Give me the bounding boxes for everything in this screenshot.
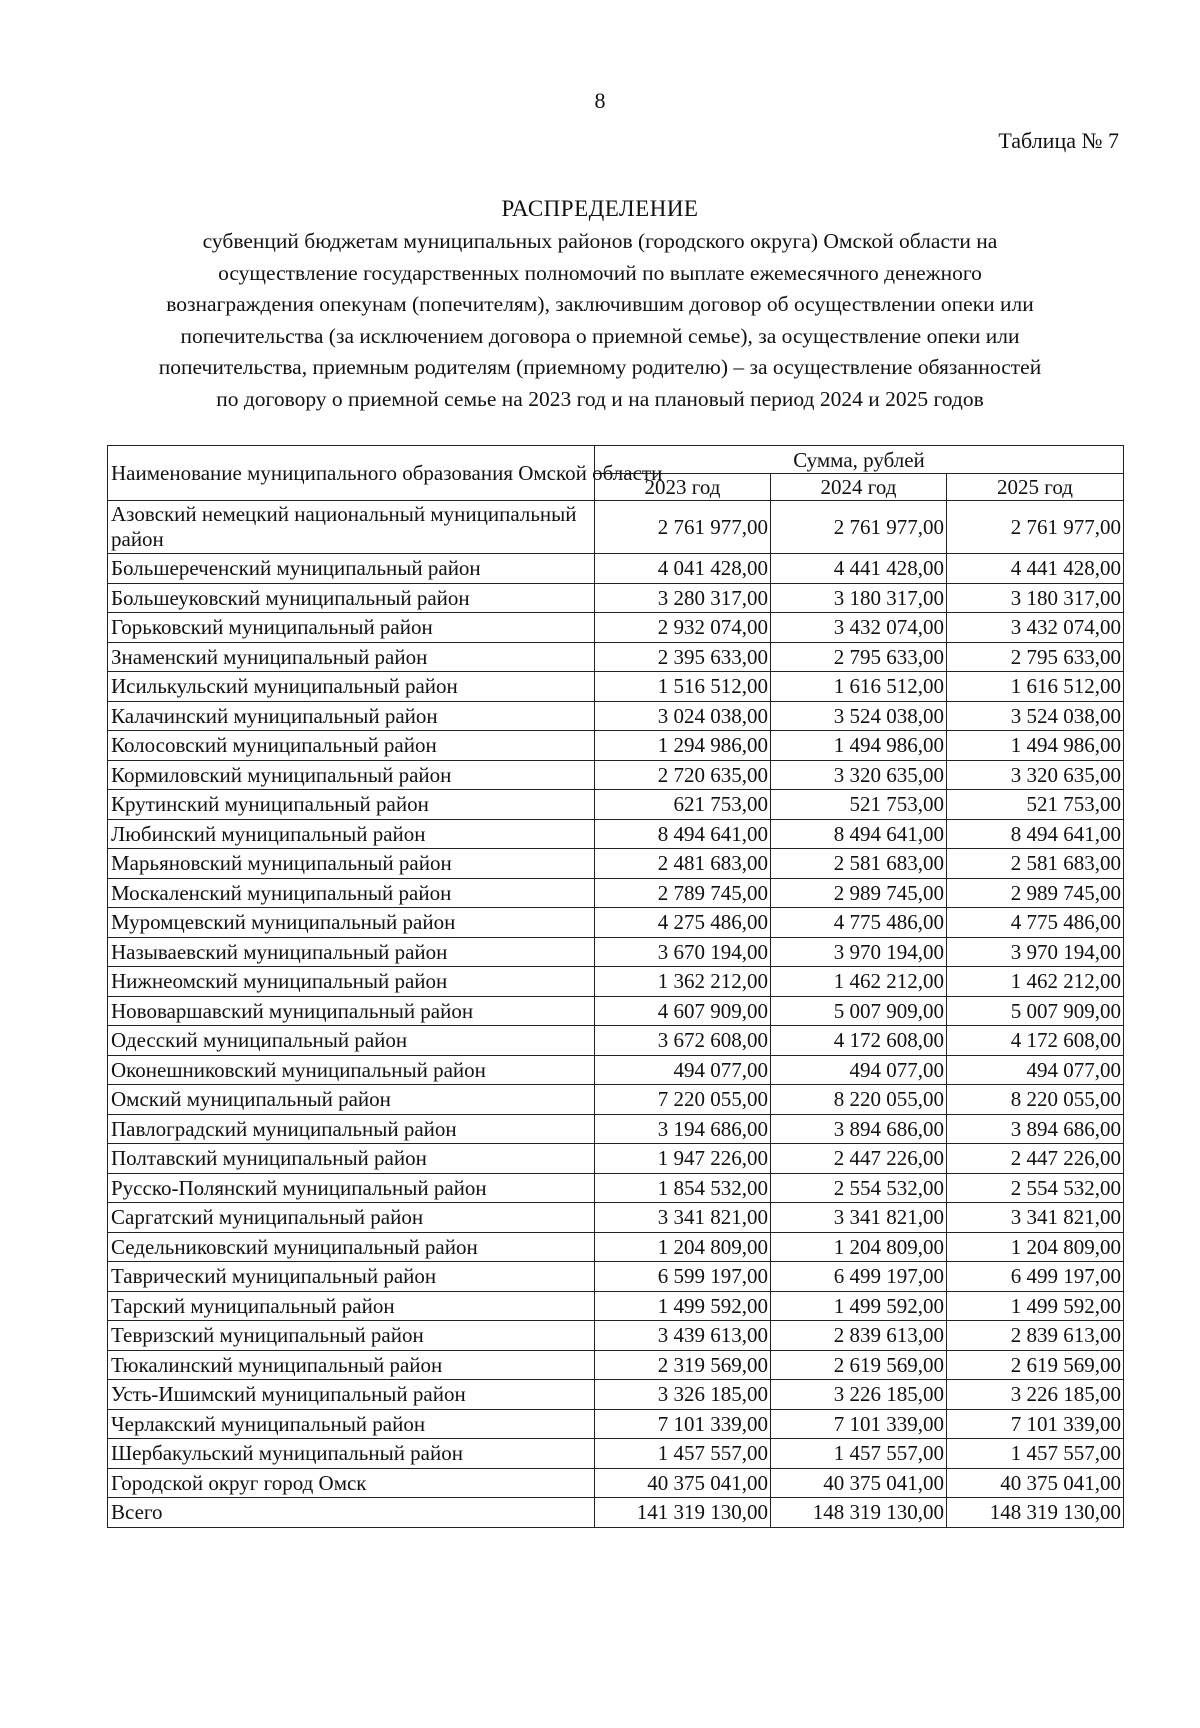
amount-2024-cell: 4 172 608,00 [771,1026,947,1056]
amount-2023-cell: 2 789 745,00 [595,878,771,908]
amount-2025-cell: 3 524 038,00 [947,701,1124,731]
table-row [108,1468,1124,1498]
amount-2025-cell: 2 619 569,00 [947,1350,1124,1380]
amount-2025-cell: 3 180 317,00 [947,583,1124,613]
municipality-name-cell: Азовский немецкий национальный муниципальный район [108,501,595,554]
document-heading: РАСПРЕДЕЛЕНИЕ [501,196,699,221]
municipality-name-cell: Таврический муниципальный район [108,1262,595,1292]
table-row [108,790,1124,820]
amount-2025-cell: 494 077,00 [947,1055,1124,1085]
table-row [108,554,1124,584]
amount-2023-cell: 3 326 185,00 [595,1380,771,1410]
amount-2024-cell: 8 494 641,00 [771,819,947,849]
municipality-name-cell: Шербакульский муниципальный район [108,1439,595,1469]
amount-2025-cell: 1 462 212,00 [947,967,1124,997]
municipality-name-cell: Тюкалинский муниципальный район [108,1350,595,1380]
amount-2025-cell: 3 970 194,00 [947,937,1124,967]
amount-2025-cell: 1 457 557,00 [947,1439,1124,1469]
amount-2025-cell: 3 341 821,00 [947,1203,1124,1233]
amount-2023-cell: 8 494 641,00 [595,819,771,849]
table-row [108,1262,1124,1292]
amount-2024-cell: 4 441 428,00 [771,554,947,584]
amount-2024-cell: 521 753,00 [771,790,947,820]
amount-2023-cell: 6 599 197,00 [595,1262,771,1292]
amount-2025-cell: 8 494 641,00 [947,819,1124,849]
amount-2023-cell: 1 854 532,00 [595,1173,771,1203]
table-row [108,760,1124,790]
amount-2023-cell: 7 101 339,00 [595,1409,771,1439]
amount-2023-cell: 1 947 226,00 [595,1144,771,1174]
table-row [108,878,1124,908]
amount-2023-cell: 3 280 317,00 [595,583,771,613]
table-row [108,731,1124,761]
municipality-name-cell: Большеуковский муниципальный район [108,583,595,613]
municipality-name-cell: Усть-Ишимский муниципальный район [108,1380,595,1410]
municipality-name-cell: Тарский муниципальный район [108,1291,595,1321]
amount-2023-cell: 1 362 212,00 [595,967,771,997]
amount-2025-cell: 5 007 909,00 [947,996,1124,1026]
municipality-name-cell: Кормиловский муниципальный район [108,760,595,790]
table-row [108,701,1124,731]
amount-2023-cell: 2 395 633,00 [595,642,771,672]
column-group-header-sum: Сумма, рублей [595,446,1124,474]
table-row [108,1203,1124,1233]
table-row [108,501,1124,554]
amount-2025-cell: 40 375 041,00 [947,1468,1124,1498]
amount-2025-cell: 1 499 592,00 [947,1291,1124,1321]
municipality-name-cell: Горьковский муниципальный район [108,613,595,643]
table-row [108,849,1124,879]
amount-2024-cell: 3 432 074,00 [771,613,947,643]
amount-2024-cell: 494 077,00 [771,1055,947,1085]
table-row [108,1409,1124,1439]
municipality-name-cell: Исилькульский муниципальный район [108,672,595,702]
amount-2023-cell: 2 481 683,00 [595,849,771,879]
amount-2023-cell: 1 516 512,00 [595,672,771,702]
amount-2023-cell: 2 761 977,00 [595,501,771,554]
amount-2024-cell: 2 554 532,00 [771,1173,947,1203]
amount-2025-cell: 2 795 633,00 [947,642,1124,672]
amount-2024-cell: 1 462 212,00 [771,967,947,997]
amount-2023-cell: 1 457 557,00 [595,1439,771,1469]
amount-2024-cell: 3 524 038,00 [771,701,947,731]
amount-2025-cell: 2 447 226,00 [947,1144,1124,1174]
subheading-line: вознаграждения опекунам (попечителям), заключившим договор об осуществлении опеки или [166,292,1034,316]
table-row [108,1085,1124,1115]
amount-2023-cell: 3 670 194,00 [595,937,771,967]
amount-2025-cell: 4 441 428,00 [947,554,1124,584]
amount-2024-cell: 2 795 633,00 [771,642,947,672]
amount-2024-cell: 3 894 686,00 [771,1114,947,1144]
table-row [108,819,1124,849]
municipality-name-cell: Муромцевский муниципальный район [108,908,595,938]
municipality-name-cell: Всего [108,1498,595,1528]
amount-2023-cell: 40 375 041,00 [595,1468,771,1498]
amount-2023-cell: 3 341 821,00 [595,1203,771,1233]
table-row [108,1380,1124,1410]
table-row [108,1055,1124,1085]
table-row [108,613,1124,643]
amount-2023-cell: 2 932 074,00 [595,613,771,643]
table-row [108,1026,1124,1056]
amount-2023-cell: 141 319 130,00 [595,1498,771,1528]
amount-2024-cell: 1 494 986,00 [771,731,947,761]
page-number: 8 [594,88,606,113]
column-header-2025: 2025 год [947,474,1124,501]
municipality-name-cell: Одесский муниципальный район [108,1026,595,1056]
amount-2023-cell: 1 294 986,00 [595,731,771,761]
subheading-line: попечительства, приемным родителям (приемному родителю) – за осуществление обязанностей [158,355,1042,379]
amount-2023-cell: 1 499 592,00 [595,1291,771,1321]
amount-2024-cell: 148 319 130,00 [771,1498,947,1528]
amount-2023-cell: 2 319 569,00 [595,1350,771,1380]
amount-2025-cell: 6 499 197,00 [947,1262,1124,1292]
municipality-name-cell: Черлакский муниципальный район [108,1409,595,1439]
municipality-name-cell: Марьяновский муниципальный район [108,849,595,879]
municipality-name-cell: Любинский муниципальный район [108,819,595,849]
municipality-name-cell: Омский муниципальный район [108,1085,595,1115]
table-row [108,1173,1124,1203]
municipality-name-cell: Седельниковский муниципальный район [108,1232,595,1262]
table-row [108,996,1124,1026]
municipality-name-cell: Нововаршавский муниципальный район [108,996,595,1026]
amount-2024-cell: 1 457 557,00 [771,1439,947,1469]
amount-2024-cell: 3 226 185,00 [771,1380,947,1410]
amount-2023-cell: 621 753,00 [595,790,771,820]
amount-2023-cell: 4 041 428,00 [595,554,771,584]
amount-2023-cell: 7 220 055,00 [595,1085,771,1115]
table-row [108,1439,1124,1469]
amount-2025-cell: 4 172 608,00 [947,1026,1124,1056]
municipality-name-cell: Оконешниковский муниципальный район [108,1055,595,1085]
table-row [108,1144,1124,1174]
table-row [108,1350,1124,1380]
amount-2024-cell: 40 375 041,00 [771,1468,947,1498]
table-row [108,1114,1124,1144]
amount-2024-cell: 2 989 745,00 [771,878,947,908]
table-number-label: Таблица № 7 [998,128,1119,153]
amount-2024-cell: 2 619 569,00 [771,1350,947,1380]
amount-2023-cell: 4 275 486,00 [595,908,771,938]
municipality-name-cell: Русско-Полянский муниципальный район [108,1173,595,1203]
amount-2023-cell: 494 077,00 [595,1055,771,1085]
municipality-name-cell: Нижнеомский муниципальный район [108,967,595,997]
municipality-name-cell: Городской округ город Омск [108,1468,595,1498]
amount-2023-cell: 3 672 608,00 [595,1026,771,1056]
amount-2025-cell: 521 753,00 [947,790,1124,820]
amount-2025-cell: 4 775 486,00 [947,908,1124,938]
table-row [108,1321,1124,1351]
municipality-name-cell: Большереченский муниципальный район [108,554,595,584]
amount-2024-cell: 4 775 486,00 [771,908,947,938]
amount-2024-cell: 8 220 055,00 [771,1085,947,1115]
municipality-name-cell: Крутинский муниципальный район [108,790,595,820]
table-row [108,967,1124,997]
amount-2024-cell: 1 616 512,00 [771,672,947,702]
amount-2023-cell: 3 194 686,00 [595,1114,771,1144]
amount-2024-cell: 3 341 821,00 [771,1203,947,1233]
total-row [108,1498,1124,1528]
municipality-name-cell: Называевский муниципальный район [108,937,595,967]
table-row [108,937,1124,967]
amount-2025-cell: 148 319 130,00 [947,1498,1124,1528]
column-header-2024: 2024 год [771,474,947,501]
subheading-line: субвенций бюджетам муниципальных районов (городского округа) Омской области на [202,229,998,253]
amount-2025-cell: 3 432 074,00 [947,613,1124,643]
amount-2024-cell: 3 970 194,00 [771,937,947,967]
amount-2025-cell: 1 494 986,00 [947,731,1124,761]
municipality-name-cell: Павлоградский муниципальный район [108,1114,595,1144]
amount-2024-cell: 2 447 226,00 [771,1144,947,1174]
municipality-name-cell: Знаменский муниципальный район [108,642,595,672]
subheading-line: осуществление государственных полномочий по выплате ежемесячного денежного [218,260,982,285]
table-row [108,672,1124,702]
amount-2025-cell: 1 616 512,00 [947,672,1124,702]
amount-2025-cell: 2 989 745,00 [947,878,1124,908]
amount-2025-cell: 2 554 532,00 [947,1173,1124,1203]
amount-2025-cell: 8 220 055,00 [947,1085,1124,1115]
amount-2025-cell: 7 101 339,00 [947,1409,1124,1439]
table-row [108,642,1124,672]
municipality-name-cell: Калачинский муниципальный район [108,701,595,731]
table-row [108,583,1124,613]
amount-2024-cell: 1 204 809,00 [771,1232,947,1262]
table-row [108,908,1124,938]
amount-2023-cell: 3 024 038,00 [595,701,771,731]
municipality-name-cell: Саргатский муниципальный район [108,1203,595,1233]
subheading-line: попечительства (за исключением договора о приемной семье), за осуществление опеки или [180,323,1020,348]
amount-2025-cell: 2 839 613,00 [947,1321,1124,1351]
table-row [108,1232,1124,1262]
subsidy-allocation-table [107,445,1124,1528]
column-header-2023: 2023 год [595,474,771,501]
municipality-name-cell: Полтавский муниципальный район [108,1144,595,1174]
amount-2023-cell: 4 607 909,00 [595,996,771,1026]
amount-2024-cell: 3 180 317,00 [771,583,947,613]
amount-2025-cell: 2 761 977,00 [947,501,1124,554]
amount-2025-cell: 3 320 635,00 [947,760,1124,790]
table-row [108,1291,1124,1321]
document-subheading [100,226,1100,415]
amount-2025-cell: 2 581 683,00 [947,849,1124,879]
amount-2023-cell: 2 720 635,00 [595,760,771,790]
amount-2024-cell: 2 839 613,00 [771,1321,947,1351]
subheading-line: по договору о приемной семье на 2023 год и на плановый период 2024 и 2025 годов [216,386,984,411]
amount-2023-cell: 1 204 809,00 [595,1232,771,1262]
municipality-name-cell: Москаленский муниципальный район [108,878,595,908]
amount-2024-cell: 2 581 683,00 [771,849,947,879]
amount-2024-cell: 6 499 197,00 [771,1262,947,1292]
amount-2024-cell: 5 007 909,00 [771,996,947,1026]
municipality-name-cell: Колосовский муниципальный район [108,731,595,761]
amount-2025-cell: 3 226 185,00 [947,1380,1124,1410]
column-header-municipality: Наименование муниципального образования Омской области [108,446,595,501]
amount-2024-cell: 2 761 977,00 [771,501,947,554]
amount-2025-cell: 3 894 686,00 [947,1114,1124,1144]
amount-2024-cell: 7 101 339,00 [771,1409,947,1439]
table-body [108,501,1124,1528]
amount-2023-cell: 3 439 613,00 [595,1321,771,1351]
municipality-name-cell: Тевризский муниципальный район [108,1321,595,1351]
amount-2025-cell: 1 204 809,00 [947,1232,1124,1262]
amount-2024-cell: 1 499 592,00 [771,1291,947,1321]
amount-2024-cell: 3 320 635,00 [771,760,947,790]
